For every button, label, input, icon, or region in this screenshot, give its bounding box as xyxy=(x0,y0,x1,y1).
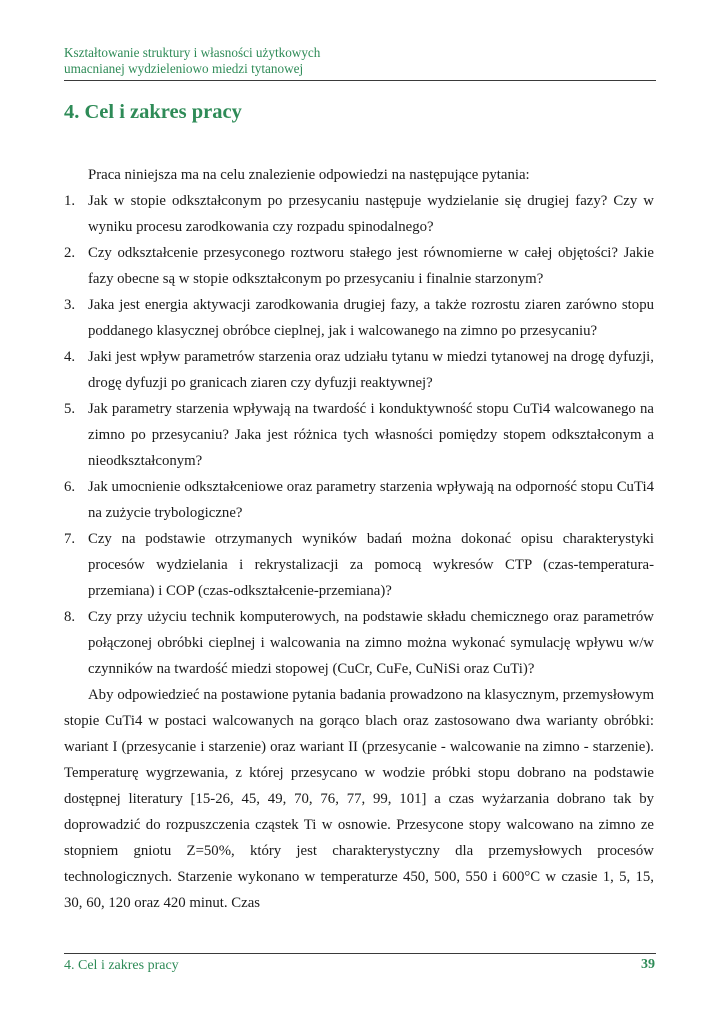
closing-paragraph: Aby odpowiedzieć na postawione pytania badania prowadzono na klasycznym, przemysłowym stopie CuTi4 w postaci walcowanych na gorąco blach oraz zastosowano dwa warianty obróbki: wariant I (przesycanie i starzenie) oraz wariant II (przesycanie - walcowanie na zimno - starzenie). Temperaturę wygrzewania, z której przesycano w wodzie próbki stopu dobrano na podstawie dostępnej literatury [15-26, 45, 49, 70, 76, 77, 99, 101] a czas wyżarzania dobrano tak by doprowadzić do rozpuszczenia cząstek Ti w osnowie. Przesycone stopy walcowano na zimno ze stopniem gniotu Z=50%, który jest charakterystyczny dla przemysłowych procesów technologicznych. Starzenie wykonano w temperaturze 450, 500, 550 i 600°C w czasie 1, 5, 15, 30, 60, 120 oraz 420 minut. Czas xyxy=(64,687,654,911)
question-item-7 xyxy=(64,526,654,604)
question-text: Czy przy użyciu technik komputerowych, na podstawie składu chemicznego oraz parametrów połączonej obróbki cieplnej i walcowania na zimno można wykonać symulację wpływu w/w czynników na twardość miedzi stopowej (CuCr, CuFe, CuNiSi oraz CuTi)? xyxy=(88,609,654,677)
question-list xyxy=(64,188,654,682)
question-number: 1. xyxy=(64,193,76,209)
question-number: 7. xyxy=(64,531,76,547)
running-header xyxy=(64,45,656,77)
footer-rule xyxy=(64,953,656,954)
question-item-2 xyxy=(64,240,654,292)
intro-paragraph: Praca niniejsza ma na celu znalezienie odpowiedzi na następujące pytania: xyxy=(88,167,530,183)
question-item-6 xyxy=(64,474,654,526)
question-number: 6. xyxy=(64,479,76,495)
question-item-1 xyxy=(64,188,654,240)
question-item-8 xyxy=(64,604,654,682)
question-number: 3. xyxy=(64,297,76,313)
footer-chapter-label: 4. Cel i zakres pracy xyxy=(64,958,179,973)
running-header-line-2: umacnianej wydzieleniowo miedzi tytanowej xyxy=(64,61,304,76)
question-item-5 xyxy=(64,396,654,474)
question-text: Jaka jest energia aktywacji zarodkowania drugiej fazy, a także rozrostu ziaren zarówno stopu poddanego klasycznej obróbce cieplnej, jak i walcowanego na zimno po przesycaniu? xyxy=(88,297,654,339)
question-number: 4. xyxy=(64,349,76,365)
question-text: Jak w stopie odkształconym po przesycaniu następuje wydzielanie się drugiej fazy? Czy w wyniku procesu zarodkowania czy rozpadu spinodalnego? xyxy=(88,193,654,235)
question-text: Czy na podstawie otrzymanych wyników badań można dokonać opisu charakterystyki procesów wydzielania i rekrystalizacji za pomocą wykresów CTP (czas-temperatura-przemiana) i COP (czas-odkształcenie-przemiana)? xyxy=(88,531,654,599)
chapter-title: 4. Cel i zakres pracy xyxy=(64,101,242,123)
body-text xyxy=(64,162,654,916)
question-item-3 xyxy=(64,292,654,344)
question-number: 5. xyxy=(64,401,76,417)
page-number: 39 xyxy=(641,957,655,972)
question-text: Jak umocnienie odkształceniowe oraz parametry starzenia wpływają na odporność stopu CuTi4 na zużycie trybologiczne? xyxy=(88,479,654,521)
question-text: Czy odkształcenie przesyconego roztworu stałego jest równomierne w całej objętości? Jakie fazy obecne są w stopie odkształconym po przesycaniu i finalnie starzonym? xyxy=(88,245,654,287)
question-text: Jaki jest wpływ parametrów starzenia oraz udziału tytanu w miedzi tytanowej na drogę dyfuzji, drogę dyfuzji po granicach ziaren czy dyfuzji reaktywnej? xyxy=(88,349,654,391)
header-rule xyxy=(64,80,656,81)
question-item-4 xyxy=(64,344,654,396)
question-number: 8. xyxy=(64,609,76,625)
question-number: 2. xyxy=(64,245,76,261)
running-header-line-1: Kształtowanie struktury i własności użytkowych xyxy=(64,45,321,60)
question-text: Jak parametry starzenia wpływają na twardość i konduktywność stopu CuTi4 walcowanego na zimno po przesycaniu? Jaka jest różnica tych własności pomiędzy stopem odkształconym a nieodkształconym? xyxy=(88,401,654,469)
